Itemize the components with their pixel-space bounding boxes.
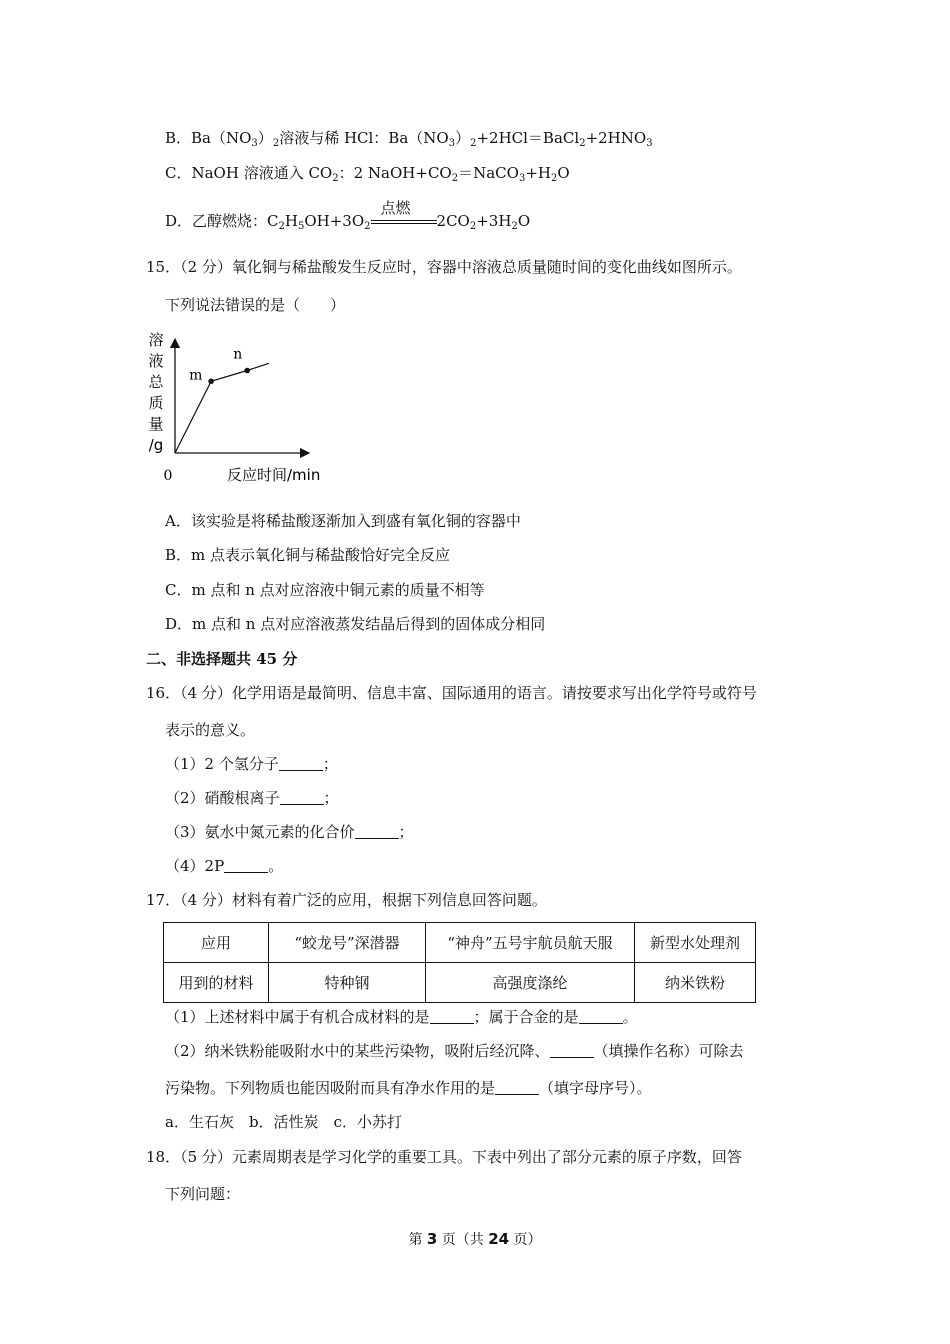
q15-stem-line2: 下列说法错误的是（ ） — [165, 296, 346, 314]
q16-item-3: （3）氨水中氮元素的化合价 ； — [165, 823, 414, 841]
point-m — [208, 378, 214, 384]
materials-table — [163, 922, 756, 1003]
point-label-m: m — [189, 367, 203, 384]
origin-label: 0 — [163, 468, 173, 484]
x-axis-label: 反应时间/min — [227, 466, 321, 484]
table-cell: 新型水处理剂 — [635, 923, 756, 963]
y-label-char: 溶 — [148, 331, 164, 349]
q18-stem-line2: 下列问题： — [165, 1185, 241, 1203]
q16-item-4: （4）2P 。 — [165, 857, 284, 875]
q15-option-c: C．m 点和 n 点对应溶液中铜元素的质量不相等 — [165, 581, 485, 599]
table-cell: 应用 — [164, 923, 269, 963]
q17-part2-line1: （2）纳米铁粉能吸附水中的某些污染物，吸附后经沉降、 （填操作名称）可除去 — [165, 1042, 744, 1060]
reaction-condition-arrow: 点燃 — [371, 211, 437, 231]
table-row — [164, 963, 756, 1003]
answer-blank[interactable] — [224, 858, 268, 873]
page-total: 24 — [488, 1230, 510, 1248]
table-cell: 用到的材料 — [164, 963, 269, 1003]
table-cell: “神舟”五号宇航员航天服 — [426, 923, 635, 963]
table-cell: “蛟龙号”深潜器 — [269, 923, 426, 963]
table-cell: 特种钢 — [269, 963, 426, 1003]
q17-choices: a．生石灰 b．活性炭 c．小苏打 — [165, 1113, 402, 1131]
table-cell: 纳米铁粉 — [635, 963, 756, 1003]
answer-blank[interactable] — [355, 824, 399, 839]
y-label-char: 量 — [148, 415, 164, 433]
page-footer: 第 3 页（共 24 页） — [408, 1230, 542, 1248]
q15-option-a: A．该实验是将稀盐酸逐渐加入到盛有氧化铜的容器中 — [165, 512, 521, 530]
table-row — [164, 923, 756, 963]
q17-part2-line2: 污染物。下列物质也能因吸附而具有净水作用的是 （填字母序号）。 — [165, 1079, 652, 1097]
y-label-char: 液 — [148, 352, 164, 370]
q17-stem: 17．（4 分）材料有着广泛的应用，根据下列信息回答问题。 — [146, 891, 547, 909]
q17-part1: （1）上述材料中属于有机合成材料的是 ；属于合金的是 。 — [165, 1008, 638, 1026]
y-axis-label — [148, 331, 164, 454]
q15-option-d: D．m 点和 n 点对应溶液蒸发结晶后得到的固体成分相同 — [165, 615, 546, 633]
y-label-char: /g — [148, 436, 164, 454]
q16-item-2: （2）硝酸根离子 ； — [165, 789, 339, 807]
answer-blank[interactable] — [280, 790, 324, 805]
q15-option-b: B．m 点表示氧化铜与稀盐酸恰好完全反应 — [165, 546, 451, 564]
answer-blank[interactable] — [550, 1043, 594, 1058]
q16-item-1: （1）2 个氢分子 ； — [165, 755, 338, 773]
answer-blank[interactable] — [579, 1009, 623, 1024]
q15-stem-line1: 15．（2 分）氧化铜与稀盐酸发生反应时，容器中溶液总质量随时间的变化曲线如图所示。 — [146, 258, 742, 276]
y-label-char: 质 — [148, 394, 164, 412]
y-label-char: 总 — [148, 373, 164, 391]
page-number: 3 — [426, 1230, 438, 1248]
q16-stem-line2: 表示的意义。 — [165, 721, 256, 739]
mass-time-chart — [140, 325, 340, 490]
q16-stem-line1: 16．（4 分）化学用语是最简明、信息丰富、国际通用的语言。请按要求写出化学符号或符号 — [146, 684, 757, 702]
point-n — [244, 368, 250, 374]
q18-stem-line1: 18．（5 分）元素周期表是学习化学的重要工具。下表中列出了部分元素的原子序数，回答 — [146, 1148, 742, 1166]
q14-option-c: C．NaOH 溶液通入 $CO_2$：2 $NaOH+CO_2=NaCO_3+H_2O$ — [165, 164, 570, 184]
point-label-n: n — [233, 346, 243, 363]
q14-option-d: D．乙醇燃烧：$C_2H_5OH+3O_2$ 点燃 $2CO_2+3H_2O$ — [165, 199, 531, 232]
answer-blank[interactable] — [430, 1009, 474, 1024]
section-title: 二、非选择题共 45 分 — [146, 650, 298, 668]
table-cell: 高强度涤纶 — [426, 963, 635, 1003]
q14-option-b: B．$Ba(NO_3)_2$溶液与稀 HCl：$Ba(NO_3)_2+2HCl=BaCl_2+2HNO_3$ — [165, 129, 653, 149]
answer-blank[interactable] — [495, 1080, 539, 1095]
answer-blank[interactable] — [279, 756, 323, 771]
